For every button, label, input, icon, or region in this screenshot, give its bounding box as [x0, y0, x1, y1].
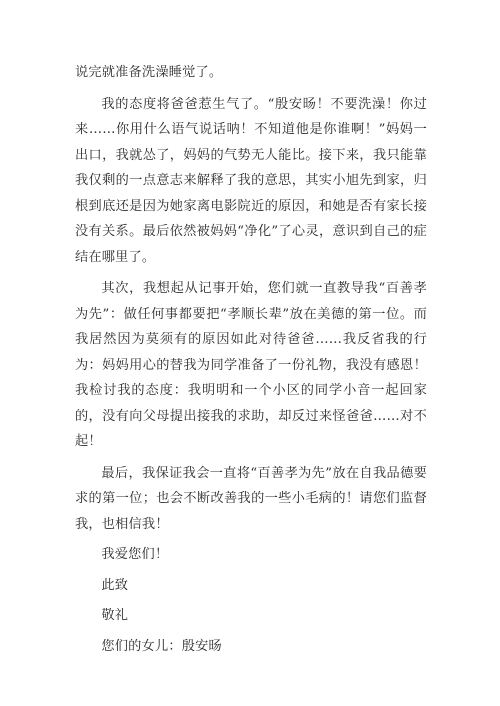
- letter-body: [75, 60, 427, 659]
- paragraph-attitude: 我的态度将爸爸惹生气了。“殷安旸！不要洗澡！你过来……你用什么语气说话呐！不知道他是你谁啊！”妈妈一出口，我就怂了，妈妈的气势无人能比。接下来，我只能靠我仅剩的一点意志来解释了我的意思，其实小旭先到家，归根到底还是因为她家离电影院近的原因，和她是否有家长接没有关系。最后依然被妈妈“净化”了心灵，意识到自己的症结在哪里了。: [75, 96, 427, 265]
- signature: 您们的女儿：殷安旸: [101, 638, 222, 654]
- paragraph-secondly: 其次，我想起从记事开始，您们就一直教导我“百善孝为先”：做任何事都要把“孝顺长辈”放在美德的第一位。而我居然因为莫须有的原因如此对待爸爸……我反省我的行为：妈妈用心的替我为同学准备了一份礼物，我没有感恩！我检讨我的态度：我明明和一个小区的同学小音一起回家的，没有向父母提出接我的求助，却反过来怪爸爸……对不起！: [75, 281, 427, 449]
- salutation-jing-li: 敬礼: [101, 608, 129, 623]
- paragraph-continuation: 说完就准备洗澡睡觉了。: [75, 65, 223, 80]
- love-line: 我爱您们！: [101, 547, 169, 562]
- paragraph-finally: 最后，我保证我会一直将“百善孝为先”放在自我品德要求的第一位；也会不断改善我的一些小毛病的！请您们监督我，也相信我！: [75, 465, 427, 532]
- salutation-ci-zhi: 此致: [101, 577, 129, 593]
